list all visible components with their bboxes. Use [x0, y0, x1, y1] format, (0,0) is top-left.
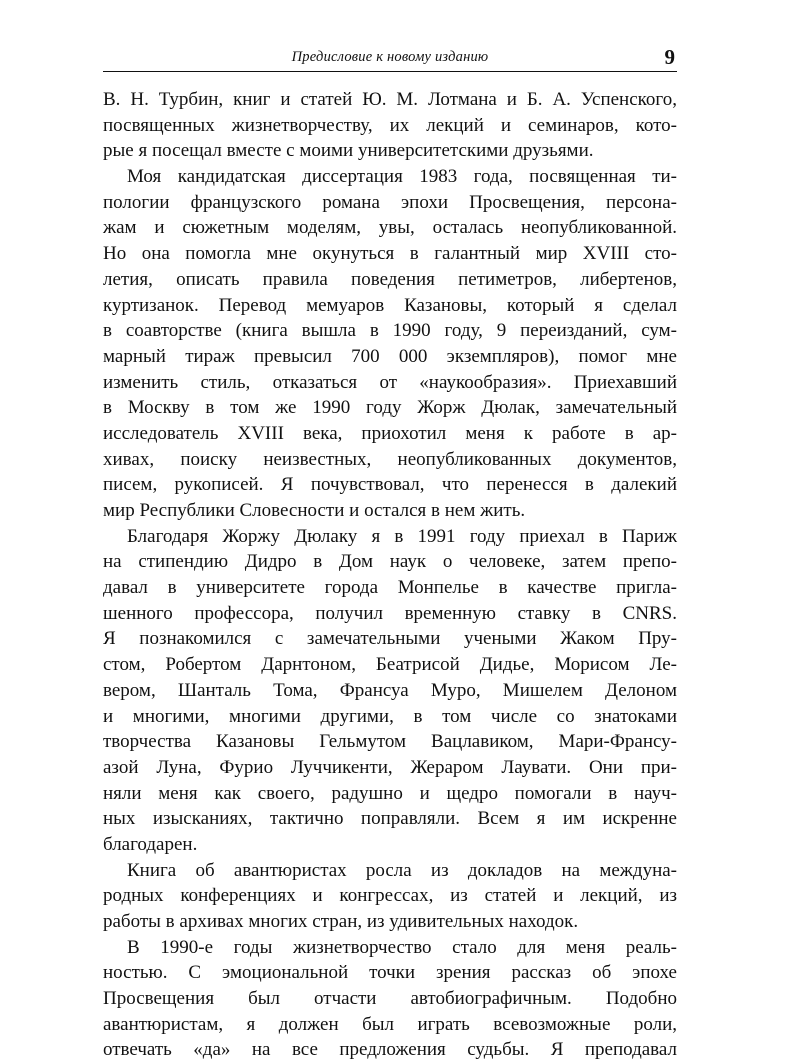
- text-line: вером, Шанталь Тома, Франсуа Муро, Мишелем Делоном: [103, 679, 677, 701]
- body-text: [103, 87, 677, 1063]
- text-line: ных изысканиях, тактично поправляли. Всем я им искренне: [103, 808, 677, 830]
- text-line: в Москву в том же 1990 году Жорж Дюлак, замечательный: [103, 397, 677, 419]
- text-line: писем, рукописей. Я почувствовал, что перенесся в далекий: [103, 474, 677, 496]
- text-line: благодарен.: [103, 833, 198, 855]
- text-line: Просвещения был отчасти автобиографичным. Подобно: [103, 988, 677, 1010]
- text-line: Но она помогла мне окунуться в галантный мир XVIII сто-: [103, 243, 677, 265]
- text-line: стом, Робертом Дарнтоном, Беатрисой Дидье, Морисом Ле-: [103, 654, 677, 676]
- running-head: [103, 47, 677, 71]
- header-rule: [103, 71, 677, 72]
- text-line: шенного профессора, получил временную ставку в CNRS.: [103, 602, 677, 624]
- text-line: отвечать «да» на все предложения судьбы. Я преподавал: [103, 1039, 677, 1061]
- text-line: и многими, многими другими, в том числе со знатоками: [103, 705, 677, 727]
- text-line: ностью. С эмоциональной точки зрения рассказ об эпохе: [103, 962, 677, 984]
- running-title: Предисловие к новому изданию: [291, 49, 489, 65]
- page-number: 9: [664, 45, 675, 69]
- text-line: хивах, поиску неизвестных, неопубликованных документов,: [103, 448, 677, 470]
- text-line: Благодаря Жоржу Дюлаку я в 1991 году приехал в Париж: [127, 525, 677, 547]
- text-line: давал в университете города Монпелье в качестве пригла-: [103, 577, 677, 599]
- text-line: Я познакомился с замечательными учеными Жаком Пру-: [103, 628, 677, 650]
- text-line: мир Республики Словесности и остался в нем жить.: [103, 500, 526, 521]
- text-line: на стипендию Дидро в Дом наук о человеке, затем препо-: [103, 551, 677, 573]
- text-line: В. Н. Турбин, книг и статей Ю. М. Лотмана и Б. А. Успенского,: [103, 89, 677, 110]
- text-line: Книга об авантюристах росла из докладов на междуна-: [127, 859, 677, 881]
- text-line: изменить стиль, отказаться от «наукообразия». Приехавший: [103, 371, 677, 393]
- text-line: авантюристам, я должен был играть всевозможные роли,: [103, 1013, 677, 1035]
- text-line: куртизанок. Перевод мемуаров Казановы, который я сделал: [103, 294, 677, 316]
- text-line: В 1990-е годы жизнетворчество стало для меня реаль-: [127, 936, 677, 958]
- text-line: рые я посещал вместе с моими университетскими друзьями.: [103, 140, 594, 162]
- text-line: жам и сюжетным моделям, увы, осталась неопубликованной.: [103, 217, 677, 239]
- text-line: Моя кандидатская диссертация 1983 года, посвященная ти-: [127, 166, 677, 188]
- text-line: работы в архивах многих стран, из удивительных находок.: [103, 911, 579, 932]
- text-line: марный тираж превысил 700 000 экземпляров), помог мне: [103, 345, 677, 367]
- text-line: в соавторстве (книга вышла в 1990 году, 9 переизданий, сум-: [103, 320, 677, 342]
- text-line: няли меня как своего, радушно и щедро помогали в науч-: [103, 782, 677, 804]
- text-line: азой Луна, Фурио Луччикенти, Жераром Лаувати. Они при-: [103, 756, 677, 778]
- text-line: пологии французского романа эпохи Просвещения, персона-: [103, 191, 677, 213]
- text-line: посвященных жизнетворчеству, их лекций и семинаров, кото-: [103, 114, 677, 136]
- text-line: исследователь XVIII века, приохотил меня к работе в ар-: [103, 422, 677, 444]
- text-line: творчества Казановы Гельмутом Вацлавиком, Мари-Франсу-: [103, 731, 677, 753]
- text-line: летия, описать правила поведения петиметров, либертенов,: [103, 268, 677, 290]
- text-line: родных конференциях и конгрессах, из статей и лекций, из: [103, 885, 677, 907]
